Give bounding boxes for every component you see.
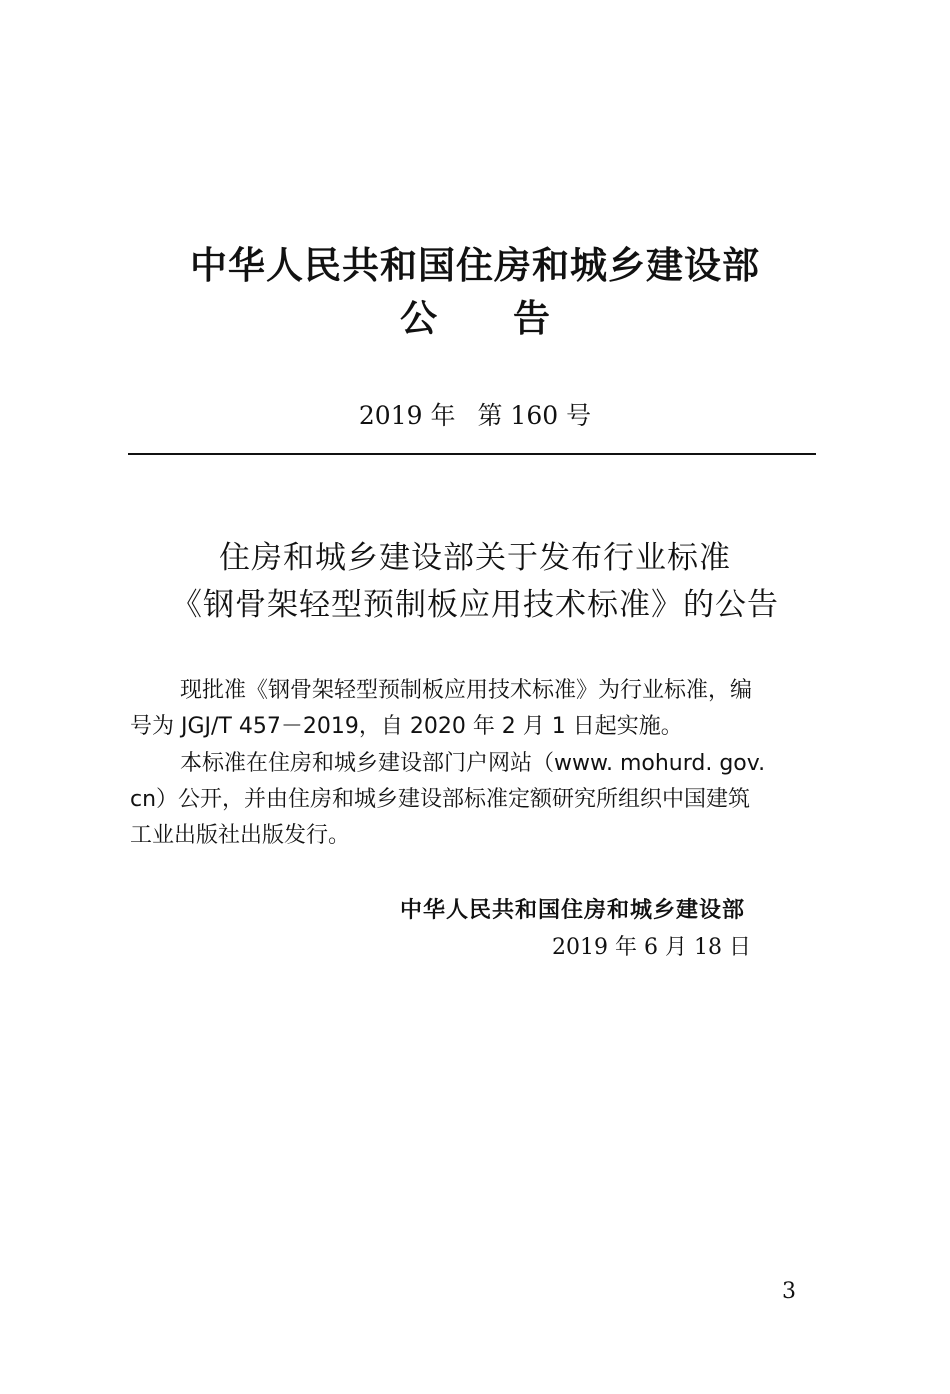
body-paragraph-2-line-3: 工业出版社出版发行。 — [130, 823, 351, 848]
announcement-heading-line-2: 《钢骨架轻型预制板应用技术标准》的公告 — [171, 587, 779, 623]
body-paragraph-2-line-2: cn）公开，并由住房和城乡建设部标准定额研究所组织中国建筑 — [130, 787, 751, 812]
issue-number — [0, 398, 950, 434]
issue-no: 第 160 号 — [477, 401, 592, 430]
notice-char-2: 告 — [513, 297, 550, 340]
signature-date: 2019 年 6 月 18 日 — [552, 935, 751, 960]
issue-year: 2019 年 — [358, 401, 456, 430]
announcement-heading-line-1: 住房和城乡建设部关于发布行业标准 — [219, 540, 731, 576]
body-paragraph-1-line-2: 号为 JGJ/T 457－2019，自 2020 年 2 月 1 日起实施。 — [130, 714, 683, 739]
page-number: 3 — [782, 1279, 796, 1304]
notice-title — [0, 293, 950, 345]
body-paragraph-2-line-1: 本标准在住房和城乡建设部门户网站（www. mohurd. gov. — [180, 751, 766, 776]
header-divider — [128, 453, 816, 455]
body-paragraph-1-line-1: 现批准《钢骨架轻型预制板应用技术标准》为行业标准，编 — [180, 678, 753, 703]
signature-organization: 中华人民共和国住房和城乡建设部 — [400, 898, 746, 923]
ministry-title: 中华人民共和国住房和城乡建设部 — [190, 244, 760, 287]
notice-char-1: 公 — [400, 297, 437, 340]
